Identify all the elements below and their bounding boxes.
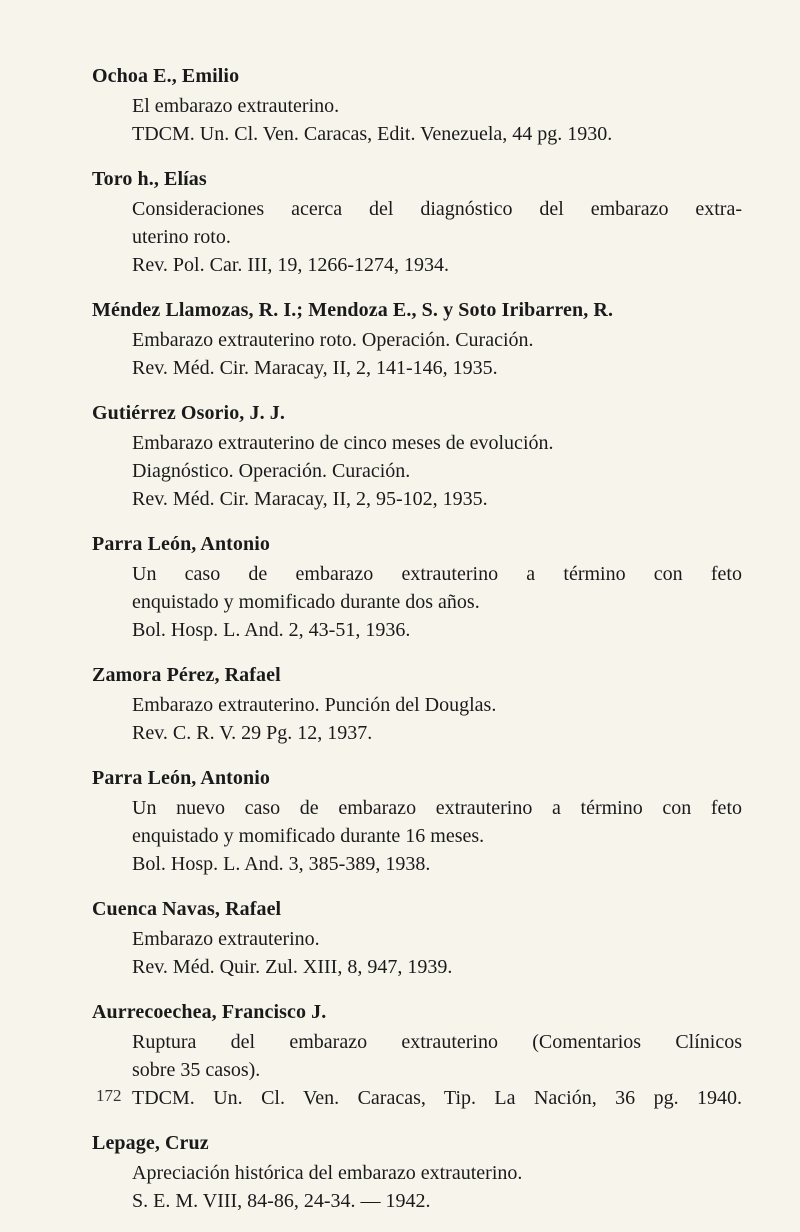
entry-citation: Rev. Pol. Car. III, 19, 1266-1274, 1934. <box>132 254 450 276</box>
bibliography-list <box>92 62 742 1232</box>
page-number: 172 <box>96 1086 122 1105</box>
entry-citation: Rev. C. R. V. 29 Pg. 12, 1937. <box>132 722 373 744</box>
bibliography-entry <box>92 165 742 279</box>
entry-author: Aurrecoechea, Francisco J. <box>92 1001 327 1023</box>
entry-author: Parra León, Antonio <box>92 767 271 789</box>
entry-title: El embarazo extrauterino. <box>132 95 340 117</box>
entry-title: Apreciación histórica del embarazo extrauterino. <box>132 1162 523 1184</box>
entry-title-continued: uterino roto. <box>132 226 231 248</box>
entry-author: Zamora Pérez, Rafael <box>92 664 281 686</box>
entry-title-continued: sobre 35 casos). <box>132 1059 261 1081</box>
entry-citation: Bol. Hosp. L. And. 3, 385-389, 1938. <box>132 853 431 875</box>
bibliography-entry <box>92 62 742 148</box>
entry-citation: Rev. Méd. Cir. Maracay, II, 2, 95-102, 1935. <box>132 488 488 510</box>
entry-title: Consideraciones acerca del diagnóstico del embarazo extra- <box>132 198 742 220</box>
bibliography-entry <box>92 764 742 878</box>
entry-author: Ochoa E., Emilio <box>92 65 240 87</box>
entry-title: Embarazo extrauterino roto. Operación. Curación. <box>132 329 534 351</box>
entry-citation: TDCM. Un. Cl. Ven. Caracas, Edit. Venezuela, 44 pg. 1930. <box>132 123 613 145</box>
entry-citation: S. E. M. VIII, 84-86, 24-34. — 1942. <box>132 1190 431 1212</box>
bibliography-entry <box>92 530 742 644</box>
bibliography-entry <box>92 895 742 981</box>
entry-title: Ruptura del embarazo extrauterino (Comentarios Clínicos <box>132 1031 742 1053</box>
entry-citation: Rev. Méd. Cir. Maracay, II, 2, 141-146, 1935. <box>132 357 498 379</box>
entry-author: Gutiérrez Osorio, J. J. <box>92 402 285 424</box>
entry-title-continued: enquistado y momificado durante dos años. <box>132 591 480 613</box>
bibliography-entry <box>92 296 742 382</box>
entry-title: Embarazo extrauterino. Punción del Douglas. <box>132 694 497 716</box>
entry-citation: TDCM. Un. Cl. Ven. Caracas, Tip. La Nación, 36 pg. 1940. <box>132 1087 742 1109</box>
entry-title: Un caso de embarazo extrauterino a término con feto <box>132 563 742 585</box>
entry-title: Un nuevo caso de embarazo extrauterino a término con feto <box>132 797 742 819</box>
entry-citation: Rev. Méd. Quir. Zul. XIII, 8, 947, 1939. <box>132 956 453 978</box>
entry-title-continued: Diagnóstico. Operación. Curación. <box>132 460 411 482</box>
entry-citation: Bol. Hosp. L. And. 2, 43-51, 1936. <box>132 619 411 641</box>
entry-title: Embarazo extrauterino de cinco meses de evolución. <box>132 432 554 454</box>
entry-author: Cuenca Navas, Rafael <box>92 898 282 920</box>
bibliography-entry <box>92 661 742 747</box>
entry-author: Méndez Llamozas, R. I.; Mendoza E., S. y Soto Iribarren, R. <box>92 299 614 321</box>
bibliography-entry <box>92 1129 742 1215</box>
bibliography-entry <box>92 998 742 1112</box>
entry-author: Lepage, Cruz <box>92 1132 209 1154</box>
entry-author: Toro h., Elías <box>92 168 207 190</box>
entry-title-continued: enquistado y momificado durante 16 meses. <box>132 825 485 847</box>
bibliography-entry <box>92 399 742 513</box>
entry-title: Embarazo extrauterino. <box>132 928 320 950</box>
entry-author: Parra León, Antonio <box>92 533 271 555</box>
